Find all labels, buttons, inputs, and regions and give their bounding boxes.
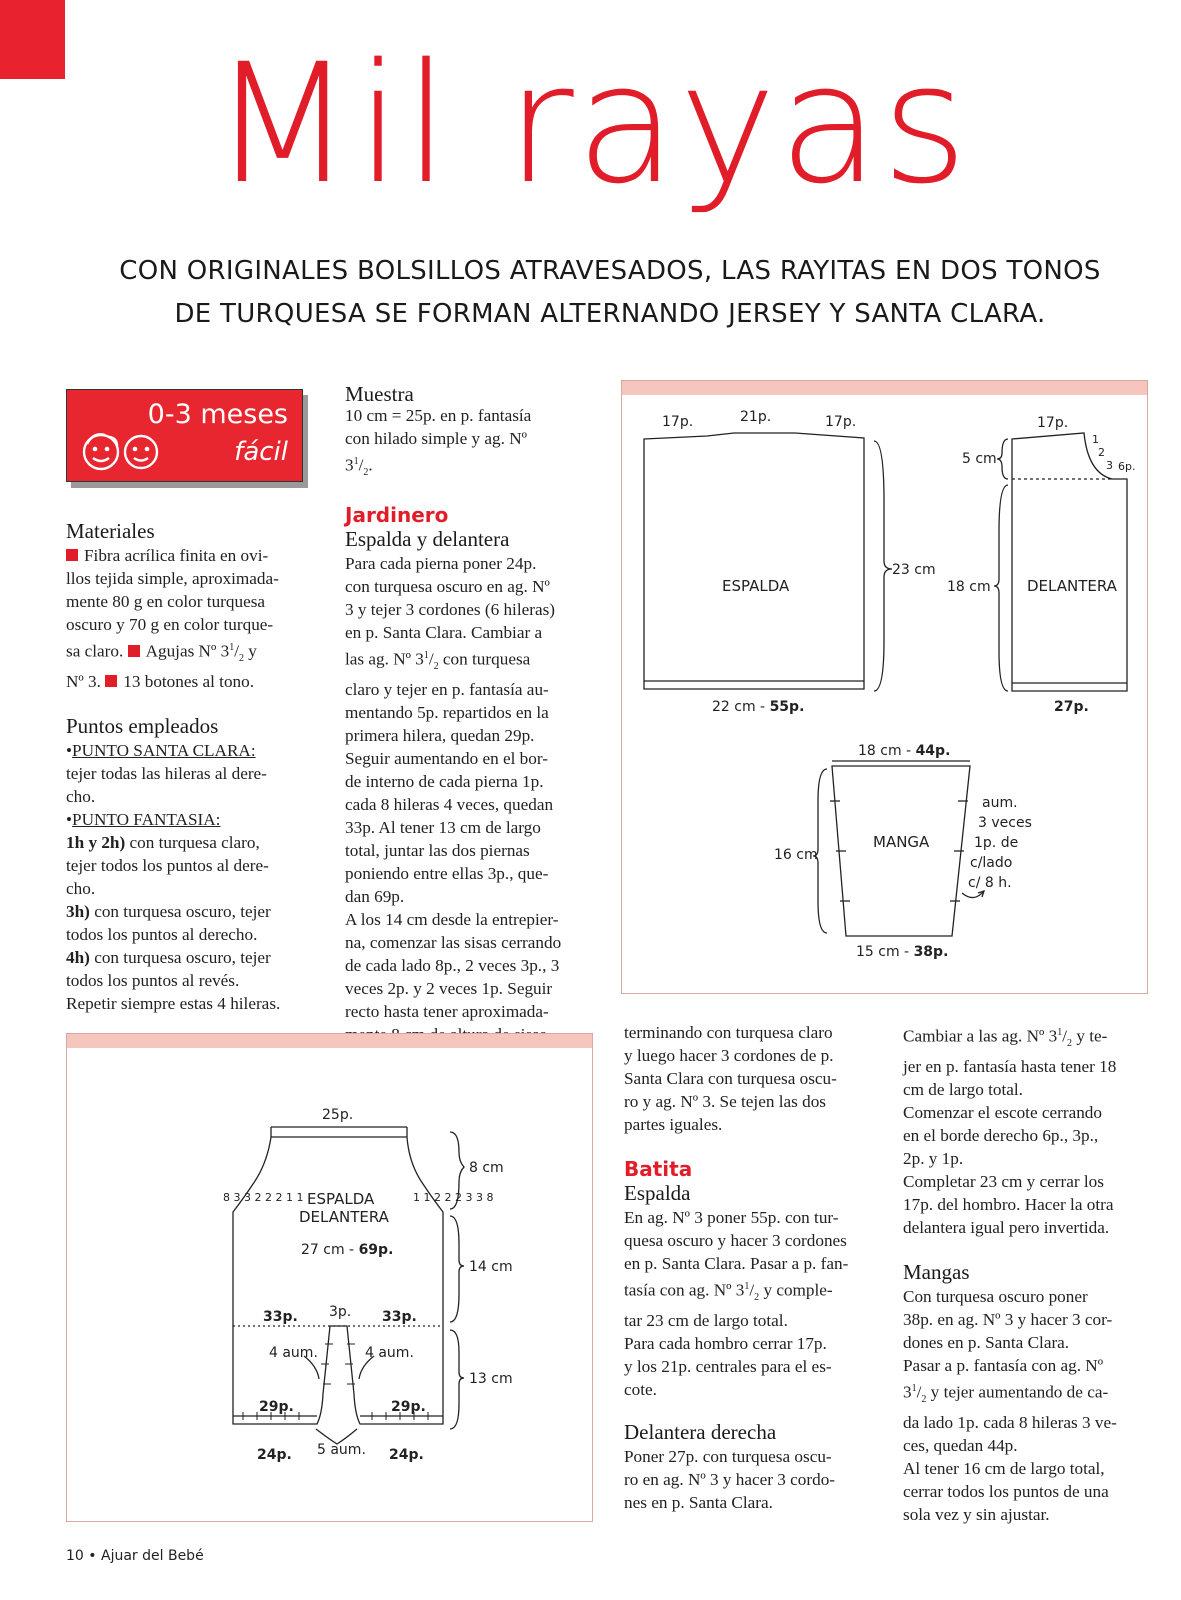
espalda-height: 23 cm <box>892 562 936 578</box>
jardinero-top: 25p. <box>322 1107 354 1123</box>
baby-faces-icon <box>79 430 179 474</box>
badge-age: 0-3 meses <box>147 399 288 430</box>
left-armhole-steps: 8 3 3 2 2 2 1 1 <box>223 1191 304 1204</box>
jardinero-height-1: 8 cm <box>469 1160 504 1176</box>
espalda-bottom-count: 55p. <box>769 699 805 715</box>
manga-note-3: 1p. de <box>974 835 1019 851</box>
muestra-text: 10 cm = 25p. en p. fantasía con hilado simple y ag. Nº $3^1/_2$. <box>345 406 532 479</box>
manga-bottom: 15 cm - <box>856 944 914 960</box>
jardinero-height-3: 13 cm <box>469 1371 513 1387</box>
jardinero-label-espalda: ESPALDA <box>307 1190 375 1208</box>
jardinero-bottom-left: 24p. <box>257 1447 292 1463</box>
batita-diagram-frame <box>621 380 1148 994</box>
jardinero-aum-left: 4 aum. <box>269 1345 318 1361</box>
jardinero-mid-center: 3p. <box>329 1304 352 1320</box>
jardinero-width-count: 69p. <box>358 1242 394 1258</box>
materiales-column <box>66 518 312 1015</box>
manga-label: MANGA <box>873 833 930 851</box>
subtitle-line-2: DE TURQUESA SE FORMAN ALTERNANDO JERSEY Y SANTA CLARA. <box>174 299 1046 329</box>
batita-heading: Batita <box>624 1157 693 1181</box>
page-footer: 10 • Ajuar del Bebé <box>66 1548 204 1564</box>
bullet-square-icon <box>66 549 78 561</box>
neck-step-6: 6p. <box>1118 460 1136 473</box>
manga-note-5: c/ 8 h. <box>968 875 1012 891</box>
manga-height: 16 cm <box>774 847 818 863</box>
svg-text:22 cm - 55p. <box>712 699 804 715</box>
espalda-label: ESPALDA <box>722 577 790 595</box>
subtitle-line-1: CON ORIGINALES BOLSILLOS ATRAVESADOS, LAS RAYITAS EN DOS TONOS <box>119 256 1101 286</box>
puntos-text: •PUNTO SANTA CLARA: tejer todas las hileras al dere- cho. •PUNTO FANTASIA: 1h y 2h) con turquesa claro, tejer todos los puntos al dere- cho. 3h) con turquesa oscuro, tejer todos los puntos al derecho. 4h) con turquesa oscuro, tejer todos los puntos al revés. Repetir siempre estas 4 hileras. <box>66 741 281 1014</box>
jardinero-heading: Jardinero <box>345 503 449 528</box>
bullet-square-icon <box>105 675 117 687</box>
page-subtitle <box>80 250 1140 336</box>
difficulty-badge <box>66 389 303 482</box>
batita-schematic <box>622 381 1147 993</box>
espalda-bottom: 22 cm - <box>712 699 770 715</box>
manga-note-4: c/lado <box>970 855 1013 871</box>
manga-bottom-count: 38p. <box>913 944 949 960</box>
manga-top: 18 cm - <box>858 743 916 759</box>
batita-column <box>624 1021 874 1514</box>
svg-text:27 cm - 69p. <box>301 1242 393 1258</box>
muestra-heading: Muestra <box>345 382 414 406</box>
svg-text:18 cm - 44p. <box>858 743 950 759</box>
jardinero-leg-right: 29p. <box>391 1399 426 1415</box>
manga-top-count: 44p. <box>915 743 951 759</box>
espalda-subheading: Espalda <box>624 1181 691 1205</box>
jardinero-mid-left: 33p. <box>263 1309 298 1325</box>
manga-note-2: 3 veces <box>978 815 1032 831</box>
espalda-text: En ag. Nº 3 poner 55p. con tur- quesa oscuro y hacer 3 cordones en p. Santa Clara. Pasar a p. fan- tasía con ag. Nº $3^1/_2$ y comple- tar 23 cm de largo total. Para cada hombro cerrar 17p. y los 21p. centrales para el es- cote. <box>624 1208 849 1400</box>
puntos-heading: Puntos empleados <box>66 714 219 739</box>
right-armhole-steps: 1 1 2 2 2 3 3 8 <box>413 1191 494 1204</box>
jardinero-height-2: 14 cm <box>469 1259 513 1275</box>
delantera-height: 18 cm <box>947 579 991 595</box>
delantera-subheading: Delantera derecha <box>624 1420 777 1445</box>
delantera-label: DELANTERA <box>1027 577 1117 595</box>
jardinero-subheading: Espalda y delantera <box>345 527 510 552</box>
delantera-text: Poner 27p. con turquesa oscu- ro en ag. Nº 3 y hacer 3 cordo- nes en p. Santa Clara. <box>624 1447 836 1513</box>
jardinero-diagram-frame <box>66 1033 593 1522</box>
jardinero-label-delantera: DELANTERA <box>299 1208 389 1226</box>
jardinero-bottom-center: 5 aum. <box>317 1442 366 1458</box>
delantera-neck: 5 cm <box>962 451 997 467</box>
espalda-top-mid: 21p. <box>740 409 772 425</box>
page-number: 10 <box>66 1548 84 1564</box>
delantera-top: 17p. <box>1037 415 1069 431</box>
mangas-text: Con turquesa oscuro poner 38p. en ag. Nº 3 y hacer 3 cor- dones en p. Santa Clara. Pasar a p. fantasía con ag. Nº $3^1/_2$ y tejer aumentando de ca- da lado 1p. cada 8 hileras 3 ve- ces, quedan 44p. Al tener 16 cm de largo total, cerrar todos los puntos de una sola vez y sin ajustar. <box>903 1287 1117 1525</box>
jardinero-mid-right: 33p. <box>382 1309 417 1325</box>
manga-note-1: aum. <box>982 795 1018 811</box>
jardinero-column <box>345 381 590 1046</box>
jardinero-leg-left: 29p. <box>259 1399 294 1415</box>
jardinero-text: Para cada pierna poner 24p. con turquesa oscuro en ag. Nº 3 y tejer 3 cordones (6 hileras) en p. Santa Clara. Cambiar a las ag. Nº $3^1/_2$ con turquesa claro y tejer en p. fantasía au- mentando 5p. repartidos en la primera hilera, quedan 29p. Seguir aumentando en el bor- de interno de cada pierna 1p. cada 8 hileras 4 veces, quedan 33p. Al tener 13 cm de largo total, juntar las dos piernas poniendo entre ellas 3p., que- dan 69p. A los 14 cm desde la entrepier- na, comenzar las sisas cerrando de cada lado 8p., 2 veces 3p., 3 veces 2p. y 2 veces 1p. Seguir recto hasta tener aproximada- <box>345 554 562 1022</box>
page-title: Mil rayas <box>211 28 970 220</box>
jardinero-continuation: terminando con turquesa claro y luego hacer 3 cordones de p. Santa Clara con turquesa oscu- ro y ag. Nº 3. Se tejen las dos partes iguales. <box>624 1023 837 1134</box>
jardinero-width: 27 cm - <box>301 1242 359 1258</box>
svg-text:15 cm - 38p. <box>856 944 948 960</box>
materiales-text: Fibra acrílica finita en ovi- llos tejida simple, aproximada- mente 80 g en color turquesa oscuro y 70 g en color turque- sa claro. Agujas Nº $3^1/_2$ y Nº 3. 13 botones al tono. <box>66 546 279 692</box>
delantera-bottom: 27p. <box>1054 699 1089 715</box>
jardinero-schematic <box>67 1034 592 1521</box>
jardinero-aum-right: 4 aum. <box>365 1345 414 1361</box>
neck-step-2: 2 <box>1098 446 1105 459</box>
espalda-top-left: 17p. <box>662 414 694 430</box>
espalda-top-right: 17p. <box>825 414 857 430</box>
materiales-heading: Materiales <box>66 519 155 543</box>
neck-step-1: 1 <box>1092 433 1099 446</box>
delantera-continuation: Cambiar a las ag. Nº $3^1/_2$ y te- jer en p. fantasía hasta tener 18 cm de largo total. Comenzar el escote cerrando en el borde derecho 6p., 3p., 2p. y 1p. Completar 23 cm y cerrar los 17p. del hombro. Hacer la otra delantera igual pero invertida. <box>903 1026 1117 1238</box>
bullet-square-icon <box>128 645 140 657</box>
magazine-name: Ajuar del Bebé <box>101 1548 204 1564</box>
mangas-column <box>903 1021 1151 1526</box>
badge-level: fácil <box>234 437 288 467</box>
jardinero-bottom-right: 24p. <box>389 1447 424 1463</box>
mangas-subheading: Mangas <box>903 1260 970 1285</box>
neck-step-3: 3 <box>1106 459 1113 472</box>
